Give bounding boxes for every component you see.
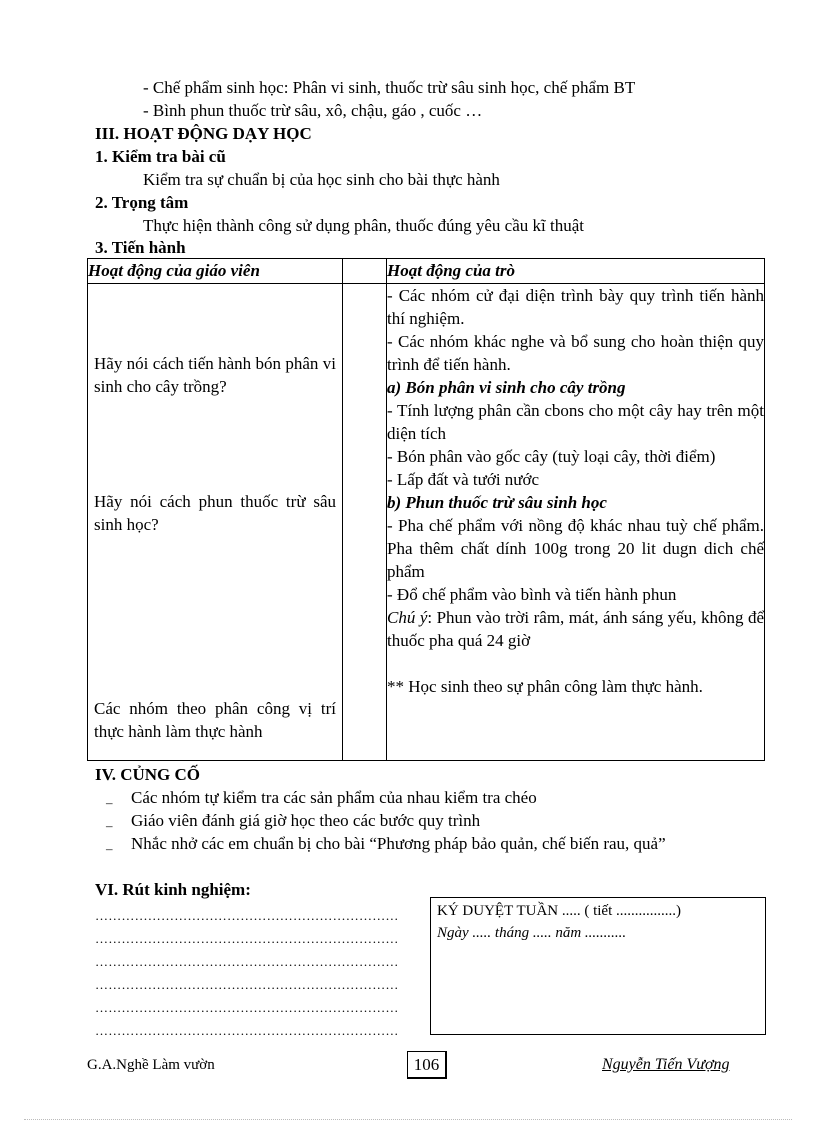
activities-table bbox=[87, 258, 765, 761]
teacher-question-3: Các nhóm theo phân công vị trí thực hành làm thực hành bbox=[94, 699, 336, 741]
subsection-2-heading: 2. Trọng tâm bbox=[95, 193, 189, 212]
experience-dotline: …………………………………………………………… bbox=[95, 1023, 399, 1038]
student-note-text: : Phun vào trời râm, mát, ánh sáng yếu, không để thuốc pha quá 24 giờ bbox=[387, 608, 764, 650]
approval-box bbox=[430, 897, 766, 1035]
student-heading-a: a) Bón phân vi sinh cho cây trồng bbox=[387, 378, 626, 397]
subsection-2-text: Thực hiện thành công sử dụng phân, thuốc đúng yêu cầu kĩ thuật bbox=[143, 216, 584, 235]
experience-dotline: …………………………………………………………… bbox=[95, 931, 399, 946]
subsection-3-heading: 3. Tiến hành bbox=[95, 238, 186, 257]
student-note bbox=[387, 606, 764, 652]
student-step-a1: - Tính lượng phân cần cbons cho một cây hay trên một diện tích bbox=[387, 401, 764, 443]
student-step-a3: - Lấp đất và tưới nước bbox=[387, 470, 540, 489]
student-step-present: - Các nhóm cử đại diện trình bày quy trình tiến hành thí nghiệm. bbox=[387, 286, 764, 328]
section-6-heading: VI. Rút kinh nghiệm: bbox=[95, 880, 251, 899]
review-item-3: Nhắc nhở các em chuẩn bị cho bài “Phương pháp bảo quản, chế biến rau, quả” bbox=[131, 834, 666, 853]
student-heading-b: b) Phun thuốc trừ sâu sinh học bbox=[387, 493, 607, 512]
student-step-supplement: - Các nhóm khác nghe và bổ sung cho hoàn thiện quy trình để tiến hành. bbox=[387, 332, 764, 374]
student-step-b1: - Pha chế phẩm với nồng độ khác nhau tuỳ chế phẩm. Pha thêm chất dính 100g trong 20 lit dugn dich chế phẩm bbox=[387, 516, 764, 581]
materials-line-2: - Bình phun thuốc trừ sâu, xô, chậu, gáo , cuốc … bbox=[143, 101, 483, 120]
teacher-question-2: Hãy nói cách phun thuốc trừ sâu sinh học? bbox=[94, 492, 336, 534]
experience-dotline: …………………………………………………………… bbox=[95, 1000, 399, 1015]
student-final-note: ** Học sinh theo sự phân công làm thực hành. bbox=[387, 677, 703, 696]
materials-line-1: - Chế phẩm sinh học: Phân vi sinh, thuốc trừ sâu sinh học, chế phẩm BT bbox=[143, 78, 636, 97]
header-spacer bbox=[343, 259, 387, 284]
experience-dotline: …………………………………………………………… bbox=[95, 954, 399, 969]
subsection-1-heading: 1. Kiểm tra bài cũ bbox=[95, 147, 226, 166]
bullet-icon: – bbox=[106, 818, 113, 833]
teacher-column bbox=[88, 284, 343, 761]
bullet-icon: – bbox=[106, 841, 113, 856]
student-note-label: Chú ý bbox=[387, 608, 428, 627]
review-item-2: Giáo viên đánh giá giờ học theo các bước quy trình bbox=[131, 811, 481, 830]
spacer-column bbox=[343, 284, 387, 761]
header-student: Hoạt động của trò bbox=[387, 259, 765, 284]
experience-dotline: …………………………………………………………… bbox=[95, 977, 399, 992]
review-item-1: Các nhóm tự kiểm tra các sản phẩm của nhau kiểm tra chéo bbox=[131, 788, 537, 807]
student-step-b2: - Đổ chế phẩm vào bình và tiến hành phun bbox=[387, 585, 677, 604]
student-step-a2: - Bón phân vào gốc cây (tuỳ loại cây, thời điểm) bbox=[387, 447, 716, 466]
footer-divider bbox=[24, 1119, 792, 1120]
approval-date-line: Ngày ..... tháng ..... năm ........... bbox=[437, 925, 627, 941]
header-teacher: Hoạt động của giáo viên bbox=[88, 259, 343, 284]
approval-week-line: KÝ DUYỆT TUẦN ..... ( tiết ................) bbox=[437, 903, 682, 919]
student-column bbox=[387, 284, 765, 761]
bullet-icon: – bbox=[106, 795, 113, 810]
section-3-heading: III. HOẠT ĐỘNG DẠY HỌC bbox=[95, 124, 312, 143]
page-number: 106 bbox=[407, 1051, 447, 1079]
footer-course-title: G.A.Nghề Làm vườn bbox=[87, 1057, 215, 1073]
teacher-question-1: Hãy nói cách tiến hành bón phân vi sinh cho cây trồng? bbox=[94, 354, 336, 396]
subsection-1-text: Kiểm tra sự chuẩn bị của học sinh cho bài thực hành bbox=[143, 170, 500, 189]
experience-dotline: …………………………………………………………… bbox=[95, 908, 399, 923]
footer-author: Nguyễn Tiến Vượng bbox=[602, 1056, 730, 1073]
section-4-heading: IV. CỦNG CỐ bbox=[95, 765, 201, 784]
